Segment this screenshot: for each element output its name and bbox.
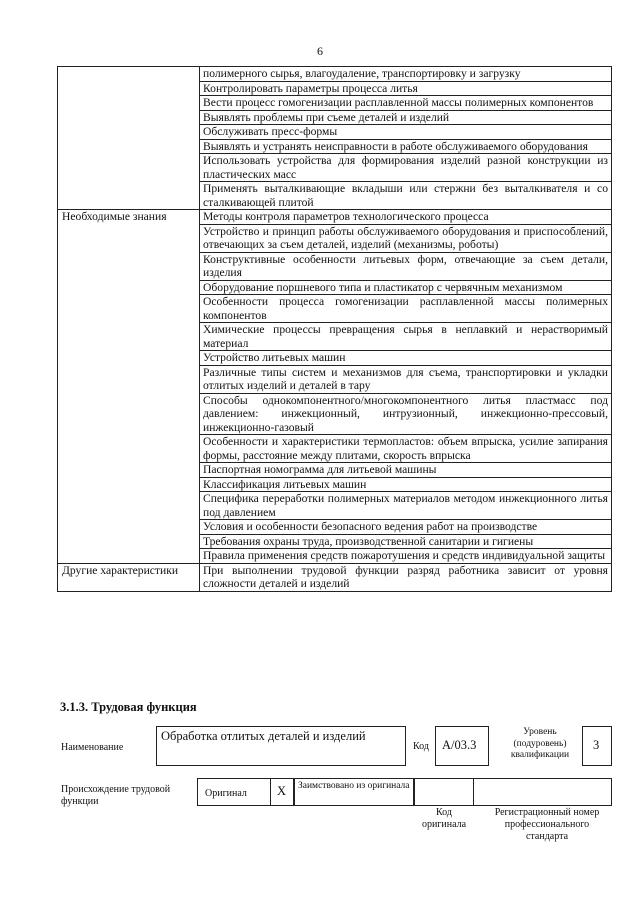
table-row [58, 67, 612, 82]
requirement-item: Способы однокомпонентного/многокомпонентного литья пластмасс под давлением: инжекционный, интрузионный, инжекционно-прессовый, инжекционно-газовый [200, 393, 612, 435]
requirement-item: Методы контроля параметров технологического процесса [200, 210, 612, 225]
name-label: Наименование [61, 742, 124, 753]
requirement-item: Оборудование поршневого типа и пластикатор с червячным механизмом [200, 280, 612, 295]
borrowed-label: Заимствовано из оригинала [298, 781, 410, 791]
requirement-item: Химические процессы превращения сырья в неплавкий и нерастворимый материал [200, 323, 612, 351]
original-mark: X [277, 784, 287, 798]
requirement-item: Обслуживать пресс-формы [200, 125, 612, 140]
requirement-item: полимерного сырья, влагоудаление, транспортировку и загрузку [200, 67, 612, 82]
requirements-table [57, 66, 612, 592]
reg-number-label: Регистрационный номер профессионального стандарта [494, 807, 600, 842]
code-value: A/03.3 [442, 738, 477, 752]
requirement-item: Вести процесс гомогенизации расплавленной массы полимерных компонентов [200, 96, 612, 111]
requirement-item: Классификация литьевых машин [200, 477, 612, 492]
requirement-item: Паспортная номограмма для литьевой машины [200, 463, 612, 478]
requirement-item: Контролировать параметры процесса литья [200, 81, 612, 96]
code-original-cell [414, 778, 474, 806]
level-value: 3 [593, 738, 600, 752]
requirement-item: Конструктивные особенности литьевых форм, отвечающие за съем детали, изделия [200, 252, 612, 280]
category-cell-other: Другие характеристики [58, 563, 200, 591]
requirement-item: Выявлять проблемы при съеме деталей и изделий [200, 110, 612, 125]
requirement-item: Различные типы систем и механизмов для съема, транспортировки и укладки отлитых изделий и деталей в тару [200, 365, 612, 393]
level-label: Уровень (подуровень) квалификации [510, 727, 570, 760]
origin-label: Происхождение трудовой функции [61, 784, 171, 807]
code-original-label: Код оригинала [421, 807, 467, 830]
original-label: Оригинал [205, 788, 247, 799]
category-cell-skills [58, 67, 200, 210]
requirement-item: При выполнении трудовой функции разряд работника зависит от уровня сложности деталей и изделий [200, 563, 612, 591]
requirement-item: Требования охраны труда, производственной санитарии и гигиены [200, 534, 612, 549]
section-title: 3.1.3. Трудовая функция [60, 700, 197, 714]
requirement-item: Использовать устройства для формирования изделий разной конструкции из пластических масс [200, 154, 612, 182]
requirement-item: Правила применения средств пожаротушения и средств индивидуальной защиты [200, 549, 612, 564]
category-cell-knowledge: Необходимые знания [58, 210, 200, 564]
table-row [58, 563, 612, 591]
requirement-item: Особенности и характеристики термопластов: объем впрыска, усилие запирания формы, расстояние между плитами, скорость впрыска [200, 435, 612, 463]
requirement-item: Условия и особенности безопасного ведения работ на производстве [200, 520, 612, 535]
requirement-item: Применять выталкивающие вкладыши или стержни без выталкивателя и со сталкивающей плитой [200, 182, 612, 210]
requirement-item: Устройство литьевых машин [200, 351, 612, 366]
requirement-item: Особенности процесса гомогенизации расплавленной массы полимерных компонентов [200, 295, 612, 323]
requirement-item: Выявлять и устранять неисправности в работе обслуживаемого оборудования [200, 139, 612, 154]
table-row [58, 210, 612, 225]
requirement-item: Специфика переработки полимерных материалов методом инжекционного литья под давлением [200, 492, 612, 520]
requirement-item: Устройство и принцип работы обслуживаемого оборудования и приспособлений, отвечающих за съем деталей, изделий (механизмы, роботы) [200, 224, 612, 252]
name-value: Обработка отлитых деталей и изделий [161, 729, 366, 743]
code-label: Код [413, 741, 429, 752]
page-number: 6 [317, 44, 323, 58]
